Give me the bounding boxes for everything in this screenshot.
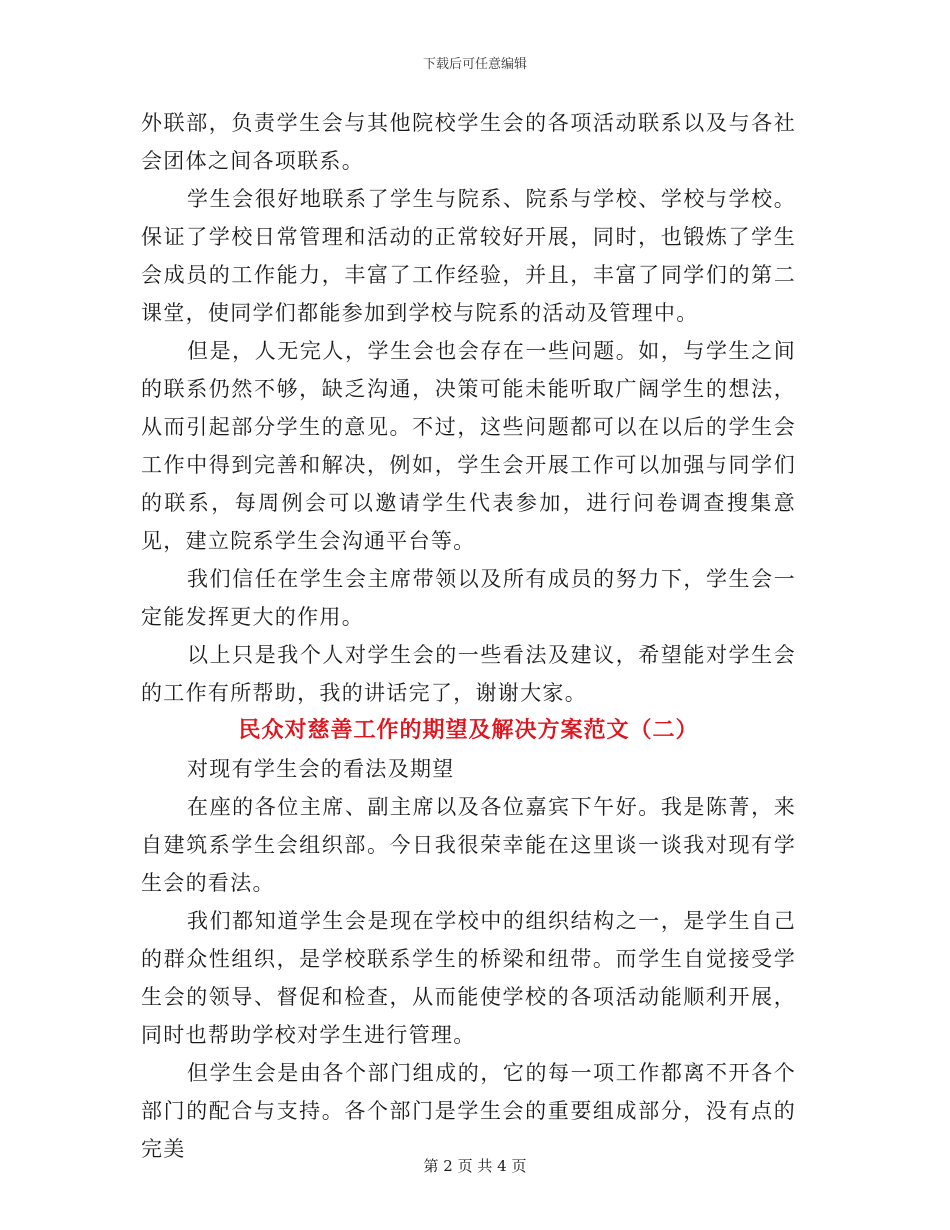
page-header: 下载后可任意编辑 <box>422 57 527 72</box>
body-paragraph: 以上只是我个人对学生会的一些看法及建议，希望能对学生会的工作有所帮助，我的讲话完了，谢谢大家。 <box>141 643 796 705</box>
body-paragraph: 但学生会是由各个部门组成的，它的每一项工作都离不开各个部门的配合与支持。各个部门是学生会的重要组成部分，没有点的完美 <box>141 1061 796 1161</box>
page-footer: 第 2 页 共 4 页 <box>423 1157 527 1175</box>
body-paragraph: 但是，人无完人，学生会也会存在一些问题。如，与学生之间的联系仍然不够，缺乏沟通，决策可能未能听取广阔学生的想法，从而引起部分学生的意见。不过，这些问题都可以在以后的学生会工作中得到完善和解决，例如，学生会开展工作可以加强与同学们的联系，每周例会可以邀请学生代表参加，进行问卷调查搜集意见，建立院系学生会沟通平台等。 <box>141 339 796 553</box>
section-title: 民众对慈善工作的期望及解决方案范文（二） <box>238 718 699 743</box>
body-paragraph: 我们信任在学生会主席带领以及所有成员的努力下，学生会一定能发挥更大的作用。 <box>141 567 796 629</box>
document-body <box>141 104 796 1168</box>
body-paragraph: 学生会很好地联系了学生与院系、院系与学校、学校与学校。保证了学校日常管理和活动的正常较好开展，同时，也锻炼了学生会成员的工作能力，丰富了工作经验，并且，丰富了同学们的第二课堂，使同学们都能参加到学校与院系的活动及管理中。 <box>141 187 796 325</box>
section-subtitle: 对现有学生会的看法及期望 <box>187 757 455 781</box>
body-paragraph: 我们都知道学生会是现在学校中的组织结构之一，是学生自己的群众性组织，是学校联系学生的桥梁和纽带。而学生自觉接受学生会的领导、督促和检查，从而能使学校的各项活动能顺利开展，同时也帮助学校对学生进行管理。 <box>141 909 796 1047</box>
body-paragraph: 在座的各位主席、副主席以及各位嘉宾下午好。我是陈菁，来自建筑系学生会组织部。今日我很荣幸能在这里谈一谈我对现有学生会的看法。 <box>141 795 796 895</box>
body-paragraph: 外联部，负责学生会与其他院校学生会的各项活动联系以及与各社会团体之间各项联系。 <box>141 111 796 173</box>
